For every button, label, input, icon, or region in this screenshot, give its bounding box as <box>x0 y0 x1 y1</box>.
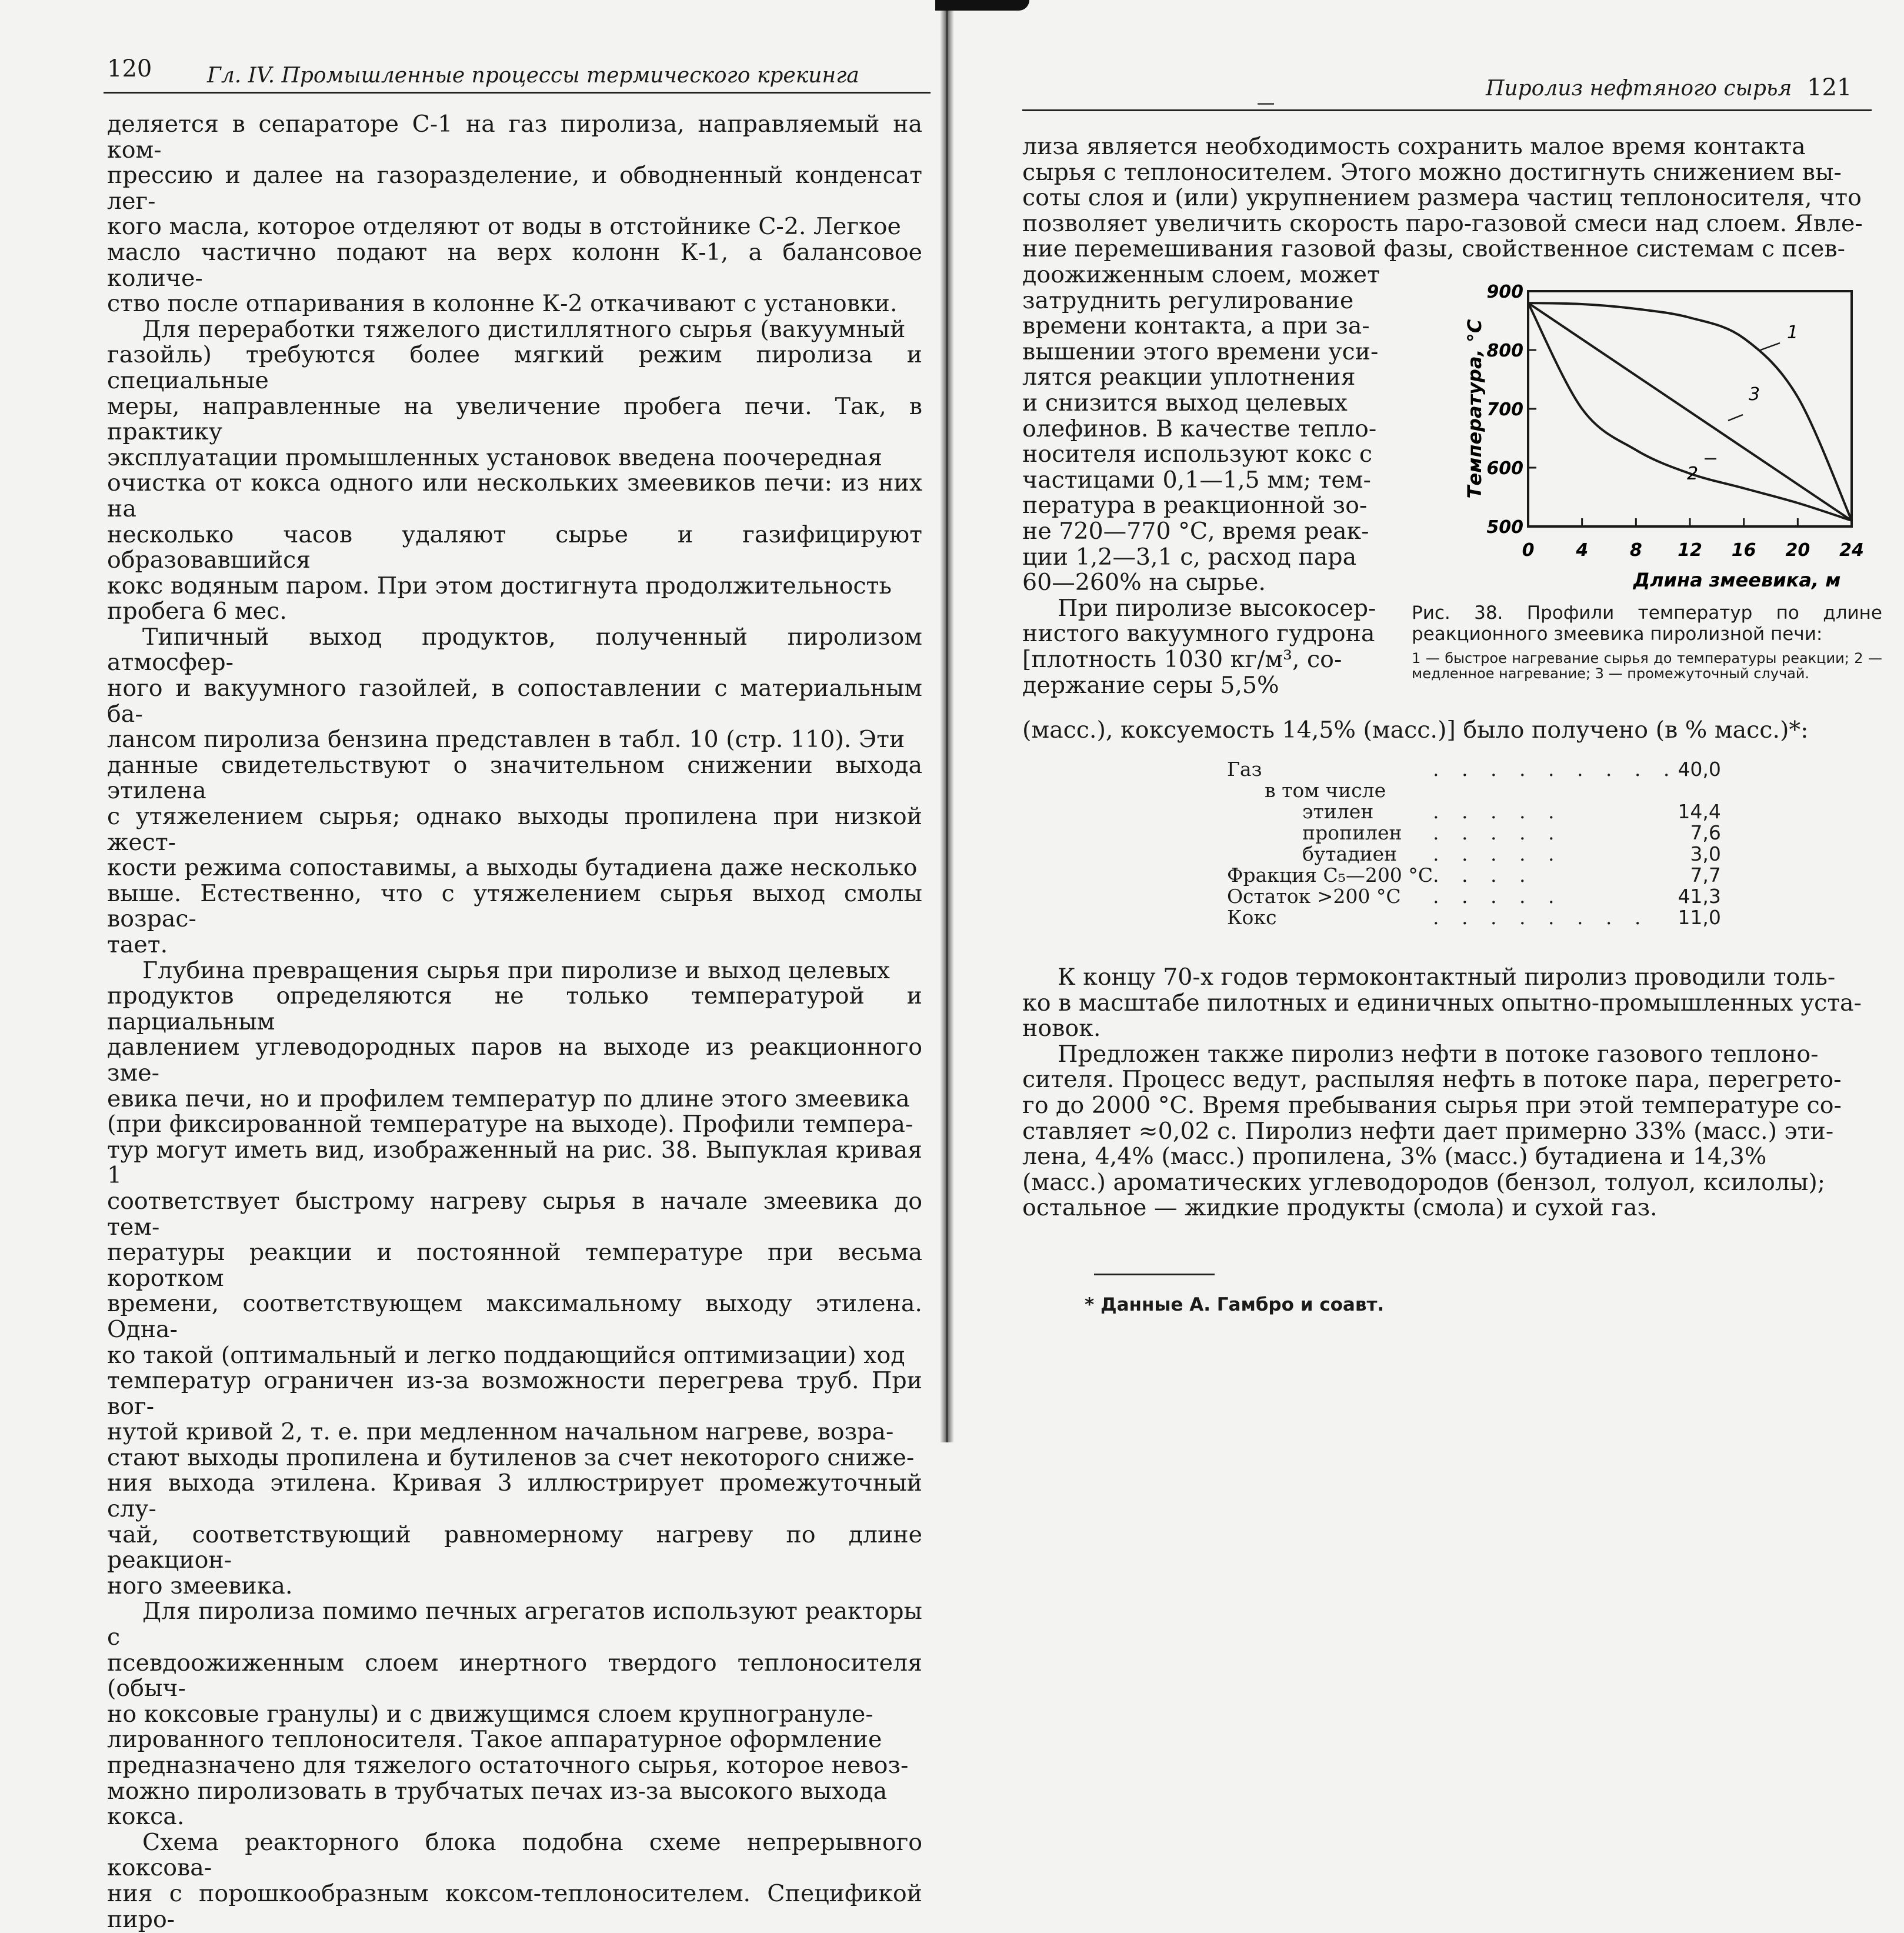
right-page <box>947 0 1904 1442</box>
figure-caption <box>1412 602 1882 681</box>
text-line: продуктов определяются не только температурой и парциальным <box>107 982 922 1035</box>
figure-caption-legend: 1 — быстрое нагревание сырья до температуры реакции; 2 — медленное нагревание; 3 — промежуточный случай. <box>1412 650 1882 682</box>
text-line: ко такой (оптимальный и легко поддающийся оптимизации) ход <box>107 1341 905 1369</box>
text-line: сырья с теплоносителем. Этого можно достигнуть снижением вы- <box>1022 158 1842 186</box>
text-line: несколько часов удаляют сырье и газифицируют образовавшийся <box>107 521 922 574</box>
text-line: лиза является необходимость сохранить малое время контакта <box>1022 133 1806 160</box>
text-line: ного и вакуумного газойлей, в сопоставлении с материальным ба- <box>107 675 922 728</box>
text-line: кости режима сопоставимы, а выходы бутадиена даже несколько <box>107 854 918 882</box>
text-line: Для пиролиза помимо печных агрегатов используют реакторы с <box>107 1598 922 1651</box>
text-line: ко в масштабе пилотных и единичных опытно-промышленных уста- <box>1022 989 1862 1017</box>
composition-leader-dots: . . . . . . . . . <box>1433 758 1678 781</box>
composition-leader-dots: . . . . . <box>1433 821 1563 844</box>
composition-value: 11,0 <box>1678 906 1721 929</box>
text-line: деляется в сепараторе С-1 на газ пиролиза, направляемый на ком- <box>107 111 922 164</box>
right-header-rule <box>1022 109 1872 111</box>
text-line: ции 1,2—3,1 с, расход пара <box>1022 543 1357 571</box>
right-bottom-text <box>1022 965 1869 1221</box>
header-dash <box>1258 103 1274 105</box>
series-label: 2 <box>1687 464 1699 484</box>
composition-row <box>1227 907 1721 928</box>
x-tick-label: 24 <box>1839 540 1864 561</box>
text-line: Предложен также пиролиз нефти в потоке газового теплоно- <box>1058 1040 1819 1068</box>
text-line: остальное — жидкие продукты (смола) и сухой газ. <box>1022 1194 1658 1222</box>
text-line: (при фиксированной температуре на выходе). Профили темпера- <box>107 1111 913 1138</box>
x-axis-label: Длина змеевика, м <box>1633 569 1841 591</box>
series-leader-line <box>1728 415 1743 421</box>
text-line: лированного теплоносителя. Такое аппаратурное оформление <box>107 1726 882 1754</box>
text-line: го до 2000 °С. Время пребывания сырья при этой температуре со- <box>1022 1091 1842 1119</box>
right-page-number: 121 <box>1807 74 1852 101</box>
text-line: давлением углеводородных паров на выходе из реакционного зме- <box>107 1034 922 1087</box>
text-line: выше. Естественно, что с утяжелением сырья выход смолы возрас- <box>107 879 922 933</box>
composition-row <box>1227 801 1721 822</box>
composition-value <box>1678 780 1720 801</box>
text-line: пробега 6 мес. <box>107 598 287 625</box>
right-running-head: Пиролиз нефтяного сырья <box>1486 76 1792 101</box>
text-line: затруднить регулирование <box>1022 286 1354 314</box>
composition-value: 3,0 <box>1690 842 1721 865</box>
text-line: позволяет увеличить скорость паро-газовой смеси над слоем. Явле- <box>1022 209 1863 237</box>
composition-leader-dots: . . . . <box>1433 864 1534 886</box>
text-line: лена, 4,4% (масс.) пропилена, 3% (масс.) бутадиена и 14,3% <box>1022 1143 1767 1171</box>
text-line: можно пиролизовать в трубчатых печах из-за высокого выхода <box>107 1777 888 1805</box>
composition-value: 41,3 <box>1678 885 1721 908</box>
text-line: с утяжелением сырья; однако выходы пропилена при низкой жест- <box>107 803 922 856</box>
composition-leader-dots: . . . . . <box>1433 800 1563 823</box>
left-page <box>0 0 947 1933</box>
text-line: евика печи, но и профилем температур по длине этого змеевика <box>107 1085 910 1112</box>
right-after-wrap-text <box>1022 718 1869 744</box>
text-line: лансом пиролиза бензина представлен в табл. 10 (стр. 110). Эти <box>107 726 905 754</box>
footnote: * Данные А. Гамбро и соавт. <box>1085 1294 1385 1315</box>
x-tick-label: 12 <box>1678 540 1702 561</box>
text-line: газойль) требуются более мягкий режим пиролиза и специальные <box>107 341 922 394</box>
text-line: но коксовые гранулы) и с движущимся слоем крупногрануле- <box>107 1700 873 1728</box>
text-line: нутой кривой 2, т. е. при медленном начальном нагреве, возра- <box>107 1418 894 1446</box>
text-line: прессию и далее на газоразделение, и обводненный конденсат лег- <box>107 162 922 215</box>
y-tick-label: 700 <box>1486 399 1523 420</box>
text-line: сителя. Процесс ведут, распыляя нефть в потоке пара, перегрето- <box>1022 1066 1842 1094</box>
composition-leader-dots <box>1433 780 1678 801</box>
text-line: очистка от кокса одного или нескольких змеевиков печи: из них на <box>107 469 922 522</box>
text-line: частицами 0,1—1,5 мм; тем- <box>1022 466 1371 494</box>
series-leader-line <box>1760 343 1780 350</box>
y-tick-label: 600 <box>1486 458 1523 479</box>
text-line: Схема реакторного блока подобна схеме непрерывного коксова- <box>107 1828 922 1882</box>
text-line: времени контакта, а при за- <box>1022 312 1370 340</box>
text-line: кокса. <box>107 1803 185 1831</box>
composition-label: бутадиен <box>1302 842 1398 865</box>
series-label: 3 <box>1749 384 1760 405</box>
text-line: меры, направленные на увеличение пробега печи. Так, в практику <box>107 392 922 446</box>
right-top-text <box>1022 134 1869 262</box>
composition-label: пропилен <box>1302 821 1402 844</box>
text-line: К концу 70-х годов термоконтактный пиролиз проводили толь- <box>1058 964 1836 991</box>
series-label: 1 <box>1787 322 1799 343</box>
text-line: стают выходы пропилена и бутиленов за счет некоторого сниже- <box>107 1444 915 1471</box>
text-line: масло частично подают на верх колонн К-1, а балансовое количе- <box>107 238 922 292</box>
text-line: тур могут иметь вид, изображенный на рис. 38. Выпуклая кривая 1 <box>107 1136 922 1189</box>
text-line: лятся реакции уплотнения <box>1022 364 1356 391</box>
text-line: (масс.) ароматических углеводородов (бензол, толуол, ксилолы); <box>1022 1168 1826 1196</box>
text-line: ние перемешивания газовой фазы, свойственное системам с псев- <box>1022 235 1845 263</box>
text-line: соответствует быстрому нагреву сырья в начале змеевика до тем- <box>107 1187 922 1241</box>
text-line: Для переработки тяжелого дистиллятного сырья (вакуумный <box>142 315 906 343</box>
x-tick-label: 16 <box>1731 540 1756 561</box>
composition-leader-dots: . . . . . . . . <box>1433 906 1649 929</box>
text-line: ставляет ≈0,02 с. Пиролиз нефти дает примерно 33% (масс.) эти- <box>1022 1117 1834 1145</box>
left-header-rule <box>104 92 931 94</box>
composition-label: Фракция С₅—200 °С <box>1227 864 1433 886</box>
composition-leader-dots: . . . . . <box>1433 842 1563 865</box>
text-line: тает. <box>107 931 168 958</box>
composition-row <box>1227 844 1721 865</box>
y-tick-label: 500 <box>1486 517 1523 538</box>
composition-row <box>1227 780 1721 801</box>
temperature-profile-chart <box>1411 282 1881 600</box>
text-line: [плотность 1030 кг/м³, со- <box>1022 645 1342 673</box>
composition-value: 40,0 <box>1678 758 1721 781</box>
x-tick-label: 20 <box>1785 540 1810 561</box>
text-line: кого масла, которое отделяют от воды в отстойнике С-2. Легкое <box>107 213 901 241</box>
y-tick-label: 900 <box>1486 282 1523 302</box>
y-axis-label: Температура, °С <box>1463 319 1486 499</box>
composition-label: Газ <box>1227 758 1262 781</box>
composition-label: в том числе <box>1265 779 1386 802</box>
series-line-3 <box>1528 303 1852 521</box>
text-line: и снизится выход целевых <box>1022 389 1348 416</box>
figure-caption-title: Рис. 38. Профили температур по длине реакционного змеевика пиролизной печи: <box>1412 602 1882 645</box>
text-line: ство после отпаривания в колонне К-2 откачивают с установки. <box>107 290 898 318</box>
x-tick-label: 8 <box>1629 540 1642 561</box>
text-line: вышении этого времени уси- <box>1022 338 1379 365</box>
text-line: эксплуатации промышленных установок введена поочередная <box>107 444 883 471</box>
text-line: Глубина превращения сырья при пиролизе и выход целевых <box>142 956 890 984</box>
left-running-head: Гл. IV. Промышленные процессы термического крекинга <box>207 64 859 88</box>
text-line: Типичный выход продуктов, полученный пиролизом атмосфер- <box>107 623 922 676</box>
left-body-text <box>107 112 922 1932</box>
right-wrap-text <box>1022 262 1400 698</box>
text-line: кокс водяным паром. При этом достигнута продолжительность <box>107 572 892 599</box>
text-line: псевдоожиженным слоем инертного твердого теплоносителя (обыч- <box>107 1649 922 1702</box>
text-line: времени, соответствующем максимальному выходу этилена. Одна- <box>107 1290 922 1343</box>
text-line: ного змеевика. <box>107 1572 293 1599</box>
composition-row <box>1227 822 1721 844</box>
composition-row <box>1227 886 1721 907</box>
text-line: ния с порошкообразным коксом-теплоносителем. Спецификой пиро- <box>107 1879 922 1933</box>
text-line: новок. <box>1022 1015 1101 1042</box>
text-line: 60—260% на сырье. <box>1022 569 1266 596</box>
text-line: носителя используют кокс с <box>1022 441 1373 468</box>
x-tick-label: 0 <box>1522 540 1535 561</box>
composition-label: этилен <box>1302 800 1374 823</box>
text-line: пература в реакционной зо- <box>1022 492 1368 519</box>
composition-leader-dots: . . . . . <box>1433 885 1563 908</box>
text-line: данные свидетельствуют о значительном снижении выхода этилена <box>107 751 922 805</box>
text-line: предназначено для тяжелого остаточного сырья, которое невоз- <box>107 1752 909 1779</box>
text-line: ния выхода этилена. Кривая 3 иллюстрирует промежуточный слу- <box>107 1469 922 1523</box>
x-tick-label: 4 <box>1576 540 1589 561</box>
text-line: (масс.), коксуемость 14,5% (масс.)] было получено (в % масс.)*: <box>1022 716 1809 744</box>
text-line: держание серы 5,5% <box>1022 671 1279 699</box>
left-page-number: 120 <box>107 55 152 82</box>
text-line: температур ограничен из-за возможности перегрева труб. При вог- <box>107 1367 922 1420</box>
text-line: нистого вакуумного гудрона <box>1022 620 1375 648</box>
text-line: пературы реакции и постоянной температуре при весьма коротком <box>107 1239 922 1292</box>
composition-value: 14,4 <box>1678 800 1721 823</box>
composition-value: 7,6 <box>1690 821 1721 844</box>
y-tick-label: 800 <box>1486 341 1523 361</box>
text-line: соты слоя и (или) укрупнением размера частиц теплоносителя, что <box>1022 184 1862 212</box>
composition-value: 7,7 <box>1690 864 1721 886</box>
footnote-rule <box>1094 1274 1215 1275</box>
text-line: чай, соответствующий равномерному нагреву по длине реакцион- <box>107 1521 922 1574</box>
text-line: доожиженным слоем, может <box>1022 261 1380 288</box>
text-line: не 720—770 °С, время реак- <box>1022 517 1369 545</box>
composition-label: Кокс <box>1227 906 1277 929</box>
text-line: олефинов. В качестве тепло- <box>1022 415 1377 442</box>
composition-row <box>1227 759 1721 780</box>
text-line: При пиролизе высокосер- <box>1058 594 1376 622</box>
composition-table <box>1227 759 1721 928</box>
composition-label: Остаток >200 °С <box>1227 885 1401 908</box>
composition-row <box>1227 865 1721 886</box>
